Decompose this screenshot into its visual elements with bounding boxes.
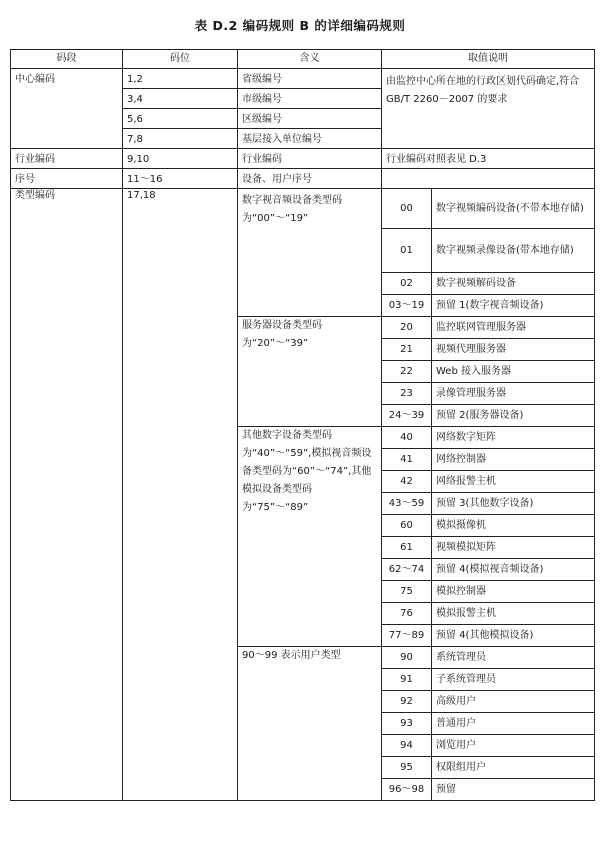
header-meaning: 含义	[238, 50, 382, 69]
type-code: 90	[382, 647, 432, 669]
type-desc: 数字视频录像设备(带本地存储)	[432, 229, 595, 273]
type-code: 02	[382, 273, 432, 295]
segment-type: 类型编码	[11, 189, 123, 801]
segment-center: 中心编码	[11, 69, 123, 149]
type-desc: 网络数字矩阵	[432, 427, 595, 449]
type-code: 95	[382, 757, 432, 779]
type-code: 96～98	[382, 779, 432, 801]
type-desc: 浏览用户	[432, 735, 595, 757]
type-desc: 视频模拟矩阵	[432, 537, 595, 559]
position-cell: 3,4	[123, 89, 238, 109]
position-cell: 9,10	[123, 149, 238, 169]
header-row	[11, 50, 595, 69]
type-group-meaning: 服务器设备类型码为“20”～“39”	[238, 317, 382, 427]
type-desc: 视频代理服务器	[432, 339, 595, 361]
type-desc: 网络报警主机	[432, 471, 595, 493]
table-title: 表 D.2 编码规则 B 的详细编码规则	[194, 18, 406, 33]
meaning-cell: 市级编号	[238, 89, 382, 109]
type-desc: 数字视频编码设备(不带本地存储)	[432, 189, 595, 229]
type-group-meaning: 90～99 表示用户类型	[238, 647, 382, 801]
type-code: 91	[382, 669, 432, 691]
type-code: 03～19	[382, 295, 432, 317]
table-row	[11, 149, 595, 169]
type-desc: 数字视频解码设备	[432, 273, 595, 295]
type-desc: 预留 3(其他数字设备)	[432, 493, 595, 515]
type-code: 43～59	[382, 493, 432, 515]
header-position: 码位	[123, 50, 238, 69]
type-desc: 预留 4(其他模拟设备)	[432, 625, 595, 647]
meaning-cell: 区级编号	[238, 109, 382, 129]
type-desc: 预留 4(模拟视音频设备)	[432, 559, 595, 581]
position-cell: 7,8	[123, 129, 238, 149]
type-group-meaning: 其他数字设备类型码为“40”～“59”,模拟视音频设备类型码为“60”～“74”,其他模拟设备类型码为“75”～“89”	[238, 427, 382, 647]
type-code: 01	[382, 229, 432, 273]
type-code: 92	[382, 691, 432, 713]
type-desc: 权限组用户	[432, 757, 595, 779]
header-segment: 码段	[11, 50, 123, 69]
meaning-cell: 行业编码	[238, 149, 382, 169]
position-cell: 1,2	[123, 69, 238, 89]
meaning-cell: 基层接入单位编号	[238, 129, 382, 149]
type-code: 41	[382, 449, 432, 471]
center-value-desc: 由监控中心所在地的行政区划代码确定,符合 GB/T 2260－2007 的要求	[382, 69, 595, 149]
type-desc: 模拟报警主机	[432, 603, 595, 625]
type-desc: 普通用户	[432, 713, 595, 735]
table-row	[11, 189, 595, 229]
type-desc: 模拟控制器	[432, 581, 595, 603]
meaning-cell: 设备、用户序号	[238, 169, 382, 189]
type-code: 40	[382, 427, 432, 449]
type-desc: 系统管理员	[432, 647, 595, 669]
type-desc: 模拟摄像机	[432, 515, 595, 537]
type-group-meaning: 数字视音频设备类型码为“00”～“19”	[238, 189, 382, 317]
segment-serial: 序号	[11, 169, 123, 189]
type-code: 00	[382, 189, 432, 229]
type-code: 24～39	[382, 405, 432, 427]
table-row	[11, 69, 595, 89]
type-desc: 录像管理服务器	[432, 383, 595, 405]
type-desc: 子系统管理员	[432, 669, 595, 691]
type-code: 61	[382, 537, 432, 559]
type-code: 76	[382, 603, 432, 625]
segment-industry: 行业编码	[11, 149, 123, 169]
type-code: 77～89	[382, 625, 432, 647]
type-code: 60	[382, 515, 432, 537]
serial-value-desc	[382, 169, 595, 189]
type-desc: 监控联网管理服务器	[432, 317, 595, 339]
position-type: 17,18	[123, 189, 238, 801]
type-code: 42	[382, 471, 432, 493]
encoding-rule-table	[10, 49, 595, 801]
position-cell: 5,6	[123, 109, 238, 129]
type-code: 21	[382, 339, 432, 361]
type-desc: 预留 2(服务器设备)	[432, 405, 595, 427]
type-code: 22	[382, 361, 432, 383]
type-code: 20	[382, 317, 432, 339]
industry-value-desc: 行业编码对照表见 D.3	[382, 149, 595, 169]
type-code: 23	[382, 383, 432, 405]
type-desc: 预留	[432, 779, 595, 801]
type-code: 75	[382, 581, 432, 603]
type-desc: 高级用户	[432, 691, 595, 713]
type-desc: Web 接入服务器	[432, 361, 595, 383]
meaning-cell: 省级编号	[238, 69, 382, 89]
header-value-desc: 取值说明	[382, 50, 595, 69]
type-desc: 预留 1(数字视音频设备)	[432, 295, 595, 317]
type-code: 94	[382, 735, 432, 757]
type-code: 62～74	[382, 559, 432, 581]
position-cell: 11～16	[123, 169, 238, 189]
type-desc: 网络控制器	[432, 449, 595, 471]
table-row	[11, 169, 595, 189]
type-code: 93	[382, 713, 432, 735]
